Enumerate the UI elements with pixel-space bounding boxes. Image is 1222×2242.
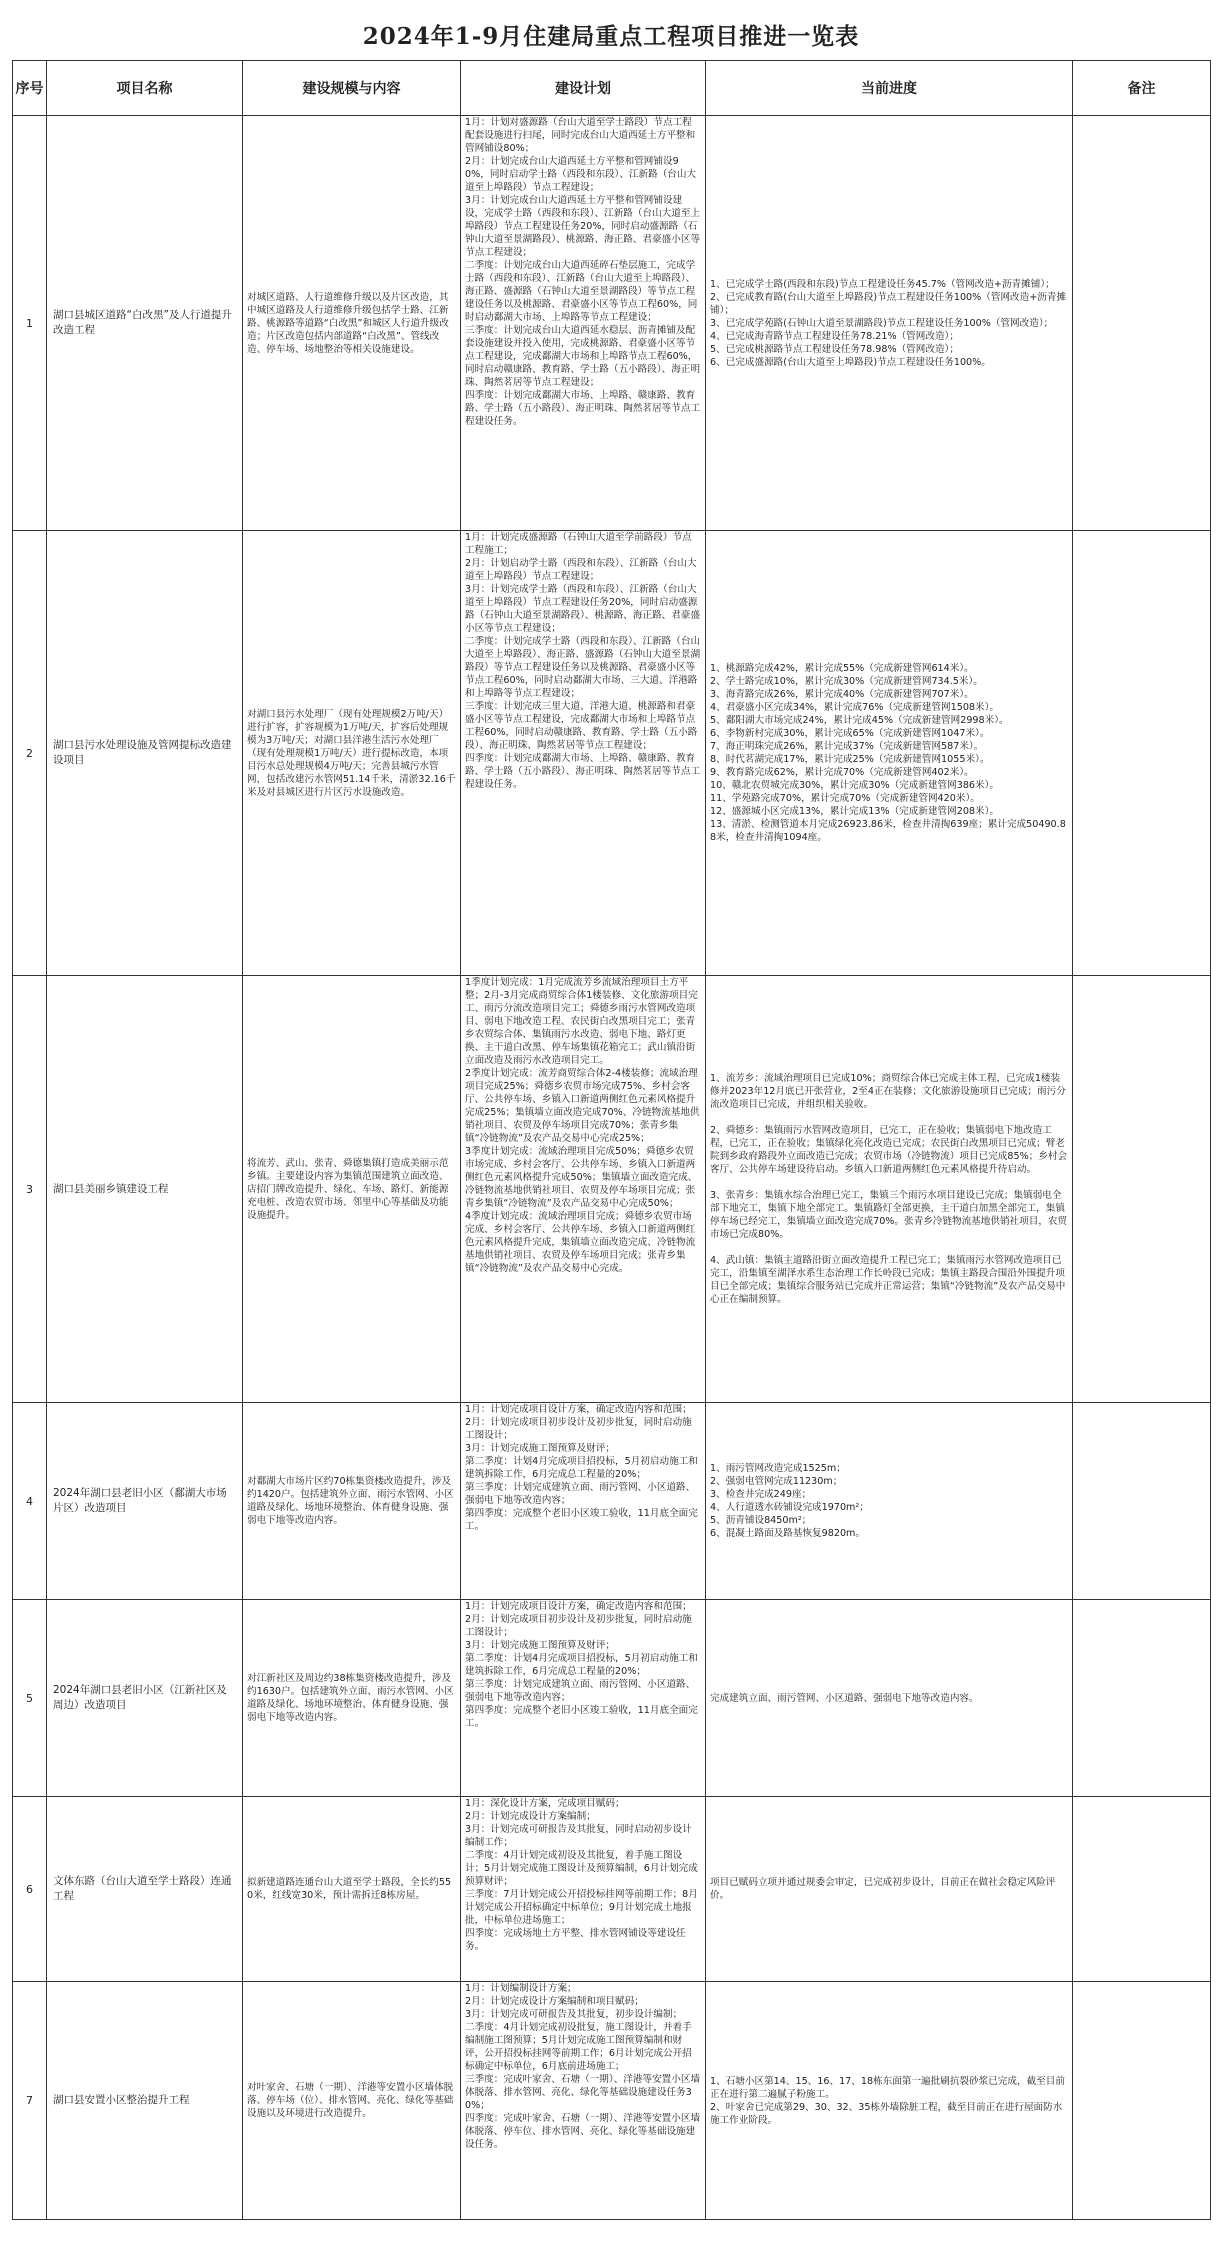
table-row [13, 531, 1211, 976]
row-current-progress: 1、流芳乡：流域治理项目已完成10%；商贸综合体已完成主体工程，已完成1楼装修并2023年12月底已开张营业，2至4正在装修；文化旅游设施项目已完成；雨污分流改造项目已完成，并组织相关验收。 2、舜德乡：集镇雨污水管网改造项目，已完工，正在验收；集镇弱电下地改造工程，已完工，正在验收；集镇绿化亮化改造已完成；农民街白改黑项目已完成；臂老院到乡政府路段外立面改造已完成；农贸市场（冷链物流）项目已完成85%；乡村会客厅、公共停车场建设待启动。乡镇入口新道两侧红色元素风格提升待启动。 3、张青乡：集镇水综合治理已完工，集镇三个雨污水项目建设已完成；集镇弱电全部下地完工，集镇下地全部完工。集镇路灯全部更换，主干道白加黑全部完工，集镇停车场已经完工，集镇墙立面改造完成70%。张青乡冷链物流基地供销社项目，农贸市场已完成80%。 4、武山镇：集镇主道路沿街立面改造提升工程已完工；集镇雨污水管网改造项目已完工，沿集镇至湖泽水系生态治理工作长岭段已完成；集镇主路段合围沿外围提升项目已全部完成；集镇综合服务站已完成并正常运营；集镇“冷链物流”及农产品交易中心正在编制预算。 [706, 976, 1073, 1403]
row-construction-plan: 1月：深化设计方案，完成项目赋码； 2月：计划完成设计方案编制； 3月：计划完成可研报告及其批复，同时启动初步设计编制工作； 二季度：4月计划完成初设及其批复，着手施工图设计；5月计划完成施工图设计及预算编制，6月计划完成预算财评； 三季度：7月计划完成公开招投标挂网等前期工作；8月计划完成公开招标确定中标单位；9月计划完成土地报批，中标单位进场施工； 四季度：完成场地土方平整、排水管网铺设等建设任务。 [461, 1797, 706, 1982]
row-construction-plan: 1月：计划完成盛源路（石钟山大道至学前路段）节点工程施工； 2月：计划启动学士路（西段和东段）、江新路（台山大道至上埠路段）节点工程建设； 3月：计划完成学士路（西段和东段）、江新路（台山大道至上埠路段）节点工程建设任务20%，同时启动盛源路（石钟山大道至景湖路段）、桃源路、海正路、君豪盛小区等节点工程建设； 二季度：计划完成学士路（西段和东段）、江新路（台山大道至上埠路段）、海正路、盛源路（石钟山大道至景湖路段）等节点工程建设任务以及桃源路、君豪盛小区等节点工程60%，同时启动鄱湖大市场、三大道、洋港路和上埠路等节点工程建设； 三季度：计划完成三里大道、洋港大道、桃源路和君豪盛小区等节点工程建设，完成鄱湖大市场和上埠路节点工程60%，同时启动赣康路、教育路、学士路（五小路段）、海正明珠、陶然茗居等节点工程建设； 四季度：计划完成鄱湖大市场、上埠路、赣康路、教育路、学士路（五小路段）、海正明珠、陶然茗居等节点工程建设任务。 [461, 531, 706, 976]
table-header-row [13, 61, 1211, 116]
header-project-name: 项目名称 [47, 61, 243, 116]
row-seq: 3 [13, 976, 47, 1403]
row-construction-plan: 1季度计划完成：1月完成流芳乡流域治理项目土方平整；2月-3月完成商贸综合体1楼装修、文化旅游项目完工、雨污分流改造项目完工；舜德乡雨污水管网改造项目、弱电下地改造工程、农民街白改黑项目完工；张青乡农贸综合体、集镇雨污水改造、弱电下地、路灯更换、主干道白改黑、停车场集镇花箱完工；武山镇沿街立面改造及雨污水改造项目完工。 2季度计划完成：流芳商贸综合体2-4楼装修；流域治理项目完成25%；舜德乡农贸市场完成75%、乡村会客厅、公共停车场、乡镇入口新道两侧红色元素风格提升完成25%；集镇墙立面改造完成70%、冷链物流基地供销社项目、农贸及停车场项目完成70%；张青乡集镇“冷链物流”及农产品交易中心完成25%； 3季度计划完成：流域治理项目完成50%；舜德乡农贸市场完成、乡村会客厅、公共停车场、乡镇入口新道两侧红色元素风格提升完成50%；集镇墙立面改造完成、冷链物流基地供销社项目、农贸及停车场项目完成；张青乡集镇“冷链物流”及农产品交易中心完成50%； 4季度计划完成：流域治理项目完成；舜德乡农贸市场完成、乡村会客厅、公共停车场、乡镇入口新道两侧红色元素风格提升完成，集镇墙立面改造完成、冷链物流基地供销社项目、农贸及停车场项目完成；张青乡集镇“冷链物流”及农产品交易中心完成。 [461, 976, 706, 1403]
table-row [13, 1982, 1211, 2220]
row-construction-plan: 1月：计划完成项目设计方案，确定改造内容和范围； 2月：计划完成项目初步设计及初步批复，同时启动施工图设计； 3月：计划完成施工图预算及财评； 第二季度：计划4月完成项目招投标，5月初启动施工和建筑拆除工作，6月完成总工程量的20%； 第三季度：计划完成建筑立面、雨污管网、小区道路、强弱电下地等改造内容； 第四季度：完成整个老旧小区竣工验收，11月底全面完工。 [461, 1403, 706, 1600]
row-seq: 5 [13, 1600, 47, 1797]
row-current-progress: 1、石塘小区第14、15、16、17、18栋东面第一遍批刷抗裂砂浆已完成，截至目前正在进行第二遍腻子粉施工。 2、叶家舍已完成第29、30、32、35栋外墙除脏工程，截至目前正在进行屋面防水施工作业阶段。 [706, 1982, 1073, 2220]
row-scale-content: 对湖口县污水处理厂（现有处理规模2万吨/天）进行扩容，扩容规模为1万吨/天，扩容后处理规模为3万吨/天；对湖口县洋港生活污水处理厂（现有处理规模1万吨/天）进行提标改造，本项目污水总处理规模4万吨/天；完善县城污水管网，包括改建污水管网51.14千米，清淤32.16千米及对县城区进行片区污水设施改造。 [243, 531, 461, 976]
table-row [13, 1600, 1211, 1797]
row-current-progress: 1、桃源路完成42%，累计完成55%（完成新建管网614米）。 2、学士路完成10%，累计完成30%（完成新建管网734.5米）。 3、海青路完成26%，累计完成40%（完成新建管网707米）。 4、君豪盛小区完成34%，累计完成76%（完成新建管网1508米）。 5、鄱阳湖大市场完成24%，累计完成45%（完成新建管网2998米）。 6、李物新村完成30%，累计完成65%（完成新建管网1047米）。 7、海正明珠完成26%，累计完成37%（完成新建管网587米）。 8、时代茗湖完成17%，累计完成25%（完成新建管网1055米）。 9、教育路完成62%，累计完成70%（完成新建管网402米）。 10、赣北农贸城完成30%，累计完成30%（完成新建管网386米）。 11、学苑路完成70%，累计完成70%（完成新建管网420米）。 12、盛源城小区完成13%，累计完成13%（完成新建管网208米）。 13、清淤、检测管道本月完成26923.86米，检查井清掏639座；累计完成50490.88米，检查井清掏1094座。 [706, 531, 1073, 976]
row-scale-content: 对江新社区及周边约38栋集资楼改造提升，涉及约1630户。包括建筑外立面、雨污水管网、小区道路及绿化、场地环境整治、体育健身设施、强弱电下地等改造内容。 [243, 1600, 461, 1797]
header-current-progress: 当前进度 [706, 61, 1073, 116]
row-construction-plan: 1月：计划编制设计方案； 2月：计划完成设计方案编制和项目赋码； 3月：计划完成可研报告及其批复，初步设计编制； 二季度：4月计划完成初设批复，施工图设计，并着手编制施工图预算；5月计划完成施工图预算编制和财评，公开招投标挂网等前期工作；6月计划完成公开招标确定中标单位，6月底前进场施工； 三季度：完成叶家舍、石塘（一期）、洋港等安置小区墙体脱落、排水管网、亮化、绿化等基础设施建设任务30%； 四季度：完成叶家舍、石塘（一期）、洋港等安置小区墙体脱落、停车位、排水管网、亮化、绿化等基础设施建设任务。 [461, 1982, 706, 2220]
row-project-name: 湖口县安置小区整治提升工程 [47, 1982, 243, 2220]
row-seq: 1 [13, 116, 47, 531]
row-current-progress: 1、已完成学士路(西段和东段)节点工程建设任务45.7%（管网改造+沥青摊铺）； 2、已完成教育路(台山大道至上埠路段)节点工程建设任务100%（管网改造+沥青摊铺）； 3、已完成学苑路(石钟山大道至景湖路段)节点工程建设任务100%（管网改造）； 4、已完成海青路节点工程建设任务78.21%（管网改造）； 5、已完成桃源路节点工程建设任务78.98%（管网改造）； 6、已完成盛源路(台山大道至上埠路段)节点工程建设任务100%。 [706, 116, 1073, 531]
row-remarks [1073, 1403, 1211, 1600]
row-seq: 6 [13, 1797, 47, 1982]
row-seq: 4 [13, 1403, 47, 1600]
row-project-name: 湖口县美丽乡镇建设工程 [47, 976, 243, 1403]
header-seq: 序号 [13, 61, 47, 116]
row-current-progress: 1、雨污管网改造完成1525m； 2、强弱电管网完成11230m； 3、检查井完成249座； 4、人行道透水砖铺设完成1970m²； 5、沥青铺设8450m²； 6、混凝土路面及路基恢复9820m。 [706, 1403, 1073, 1600]
row-current-progress: 完成建筑立面、雨污管网、小区道路、强弱电下地等改造内容。 [706, 1600, 1073, 1797]
row-project-name: 2024年湖口县老旧小区（鄱湖大市场片区）改造项目 [47, 1403, 243, 1600]
header-remarks: 备注 [1073, 61, 1211, 116]
row-scale-content: 拟新建道路连通台山大道至学士路段，全长约550米，红线宽30米，预计需拆迁8栋房屋。 [243, 1797, 461, 1982]
row-remarks [1073, 531, 1211, 976]
row-scale-content: 对城区道路、人行道维修升级以及片区改造，其中城区道路及人行道维修升级包括学士路、江新路、桃源路等道路“白改黑”和城区人行道升级改造；片区改造包括内部道路“白改黑”、管线改造、停车场、场地整治等相关设施建设。 [243, 116, 461, 531]
row-project-name: 湖口县污水处理设施及管网提标改造建设项目 [47, 531, 243, 976]
row-scale-content: 对鄱湖大市场片区约70栋集资楼改造提升，涉及约1420户。包括建筑外立面、雨污水管网、小区道路及绿化、场地环境整治、体育健身设施、强弱电下地等改造内容。 [243, 1403, 461, 1600]
table-row [13, 976, 1211, 1403]
project-table [12, 60, 1211, 2220]
row-remarks [1073, 1600, 1211, 1797]
row-project-name: 2024年湖口县老旧小区（江新社区及周边）改造项目 [47, 1600, 243, 1797]
header-scale-content: 建设规模与内容 [243, 61, 461, 116]
row-seq: 7 [13, 1982, 47, 2220]
header-construction-plan: 建设计划 [461, 61, 706, 116]
row-construction-plan: 1月：计划完成项目设计方案，确定改造内容和范围； 2月：计划完成项目初步设计及初步批复，同时启动施工图设计； 3月：计划完成施工图预算及财评； 第二季度：计划4月完成项目招投标，5月初启动施工和建筑拆除工作，6月完成总工程量的20%； 第三季度：计划完成建筑立面、雨污管网、小区道路、强弱电下地等改造内容； 第四季度：完成整个老旧小区竣工验收，11月底全面完工。 [461, 1600, 706, 1797]
row-construction-plan: 1月：计划对盛源路（台山大道至学士路段）节点工程配套设施进行扫尾，同时完成台山大道西延土方平整和管网铺设80%； 2月：计划完成台山大道西延土方平整和管网铺设90%，同时启动学士路（西段和东段）、江新路（台山大道至上埠路段）节点工程建设； 3月：计划完成台山大道西延土方平整和管网铺设建设，完成学士路（西段和东段）、江新路（台山大道至上埠路段）节点工程建设任务20%，同时启动盛源路（石钟山大道至景湖路段）、桃源路、海正路、君豪盛小区等节点工程建设； 二季度：计划完成台山大道西延碎石垫层施工，完成学士路（西段和东段）、江新路（台山大道至上埠路段）、海正路、盛源路（石钟山大道至景湖路段）等节点工程建设任务以及桃源路、君豪盛小区等节点工程60%，同时启动鄱湖大市场、上埠路等节点工程建设； 三季度：计划完成台山大道西延水稳层、沥青摊铺及配套设施建设并投入使用，完成桃源路、君豪盛小区等节点工程建设，完成鄱湖大市场和上埠路节点工程60%，同时启动赣康路、教育路、学士路（五小路段）、海正明珠、陶然茗居等节点工程建设； 四季度：计划完成鄱湖大市场、上埠路、赣康路、教育路、学士路（五小路段）、海正明珠、陶然茗居等节点工程建设任务。 [461, 116, 706, 531]
row-project-name: 湖口县城区道路“白改黑”及人行道提升改造工程 [47, 116, 243, 531]
row-remarks [1073, 116, 1211, 531]
table-row [13, 1403, 1211, 1600]
row-current-progress: 项目已赋码立项并通过规委会审定，已完成初步设计，目前正在做社会稳定风险评价。 [706, 1797, 1073, 1982]
document-title: 2024年1-9月住建局重点工程项目推进一览表 [362, 23, 860, 50]
row-seq: 2 [13, 531, 47, 976]
row-scale-content: 将流芳、武山、张青、舜德集镇打造成美丽示范乡镇。主要建设内容为集镇范围建筑立面改造、店招门牌改造提升、绿化、车场、路灯、新能源充电桩、改造农贸市场、邻里中心等基础及功能设施提升。 [243, 976, 461, 1403]
row-remarks [1073, 1982, 1211, 2220]
row-project-name: 文体东路（台山大道至学士路段）连通工程 [47, 1797, 243, 1982]
table-row [13, 116, 1211, 531]
row-scale-content: 对叶家舍、石塘（一期）、洋港等安置小区墙体脱落、停车场（位）、排水管网、亮化、绿化等基础设施以及环境进行改造提升。 [243, 1982, 461, 2220]
table-row [13, 1797, 1211, 1982]
row-remarks [1073, 976, 1211, 1403]
row-remarks [1073, 1797, 1211, 1982]
